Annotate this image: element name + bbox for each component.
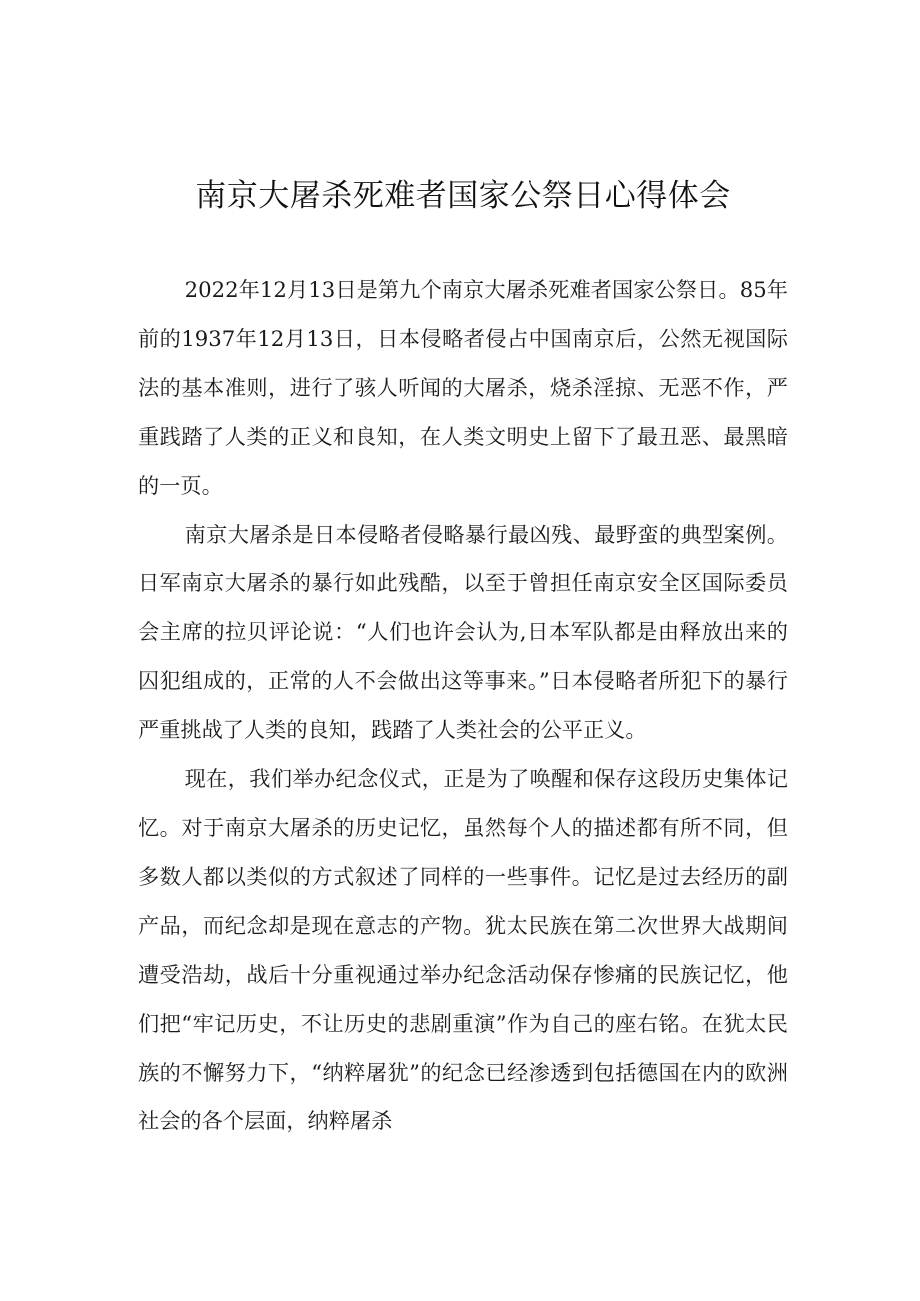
paragraph-2: 南京大屠杀是日本侵略者侵略暴行最凶残、最野蛮的典型案例。日军南京大屠杀的暴行如此残酷，以至于曾担任南京安全区国际委员会主席的拉贝评论说：“人们也许会认为,日本军队都是由释放出来的囚犯组成的，正常的人不会做出这等事来。”日本侵略者所犯下的暴行严重挑战了人类的良知，践踏了人类社会的公平正义。 bbox=[138, 521, 788, 743]
document-body bbox=[138, 266, 788, 1146]
paragraph-3: 现在，我们举办纪念仪式，正是为了唤醒和保存这段历史集体记忆。对于南京大屠杀的历史记忆，虽然每个人的描述都有所不同，但多数人都以类似的方式叙述了同样的一些事件。记忆是过去经历的副产品，而纪念却是现在意志的产物。犹太民族在第二次世界大战期间遭受浩劫，战后十分重视通过举办纪念活动保存惨痛的民族记忆，他们把“牢记历史，不让历史的悲剧重演”作为自己的座右铭。在犹太民族的不懈努力下，“纳粹屠犹”的纪念已经渗透到包括德国在内的欧洲社会的各个层面，纳粹屠杀 bbox=[138, 766, 788, 1134]
document-title: 南京大屠杀死难者国家公祭日心得体会 bbox=[195, 178, 731, 214]
paragraph-1: 2022年12月13日是第九个南京大屠杀死难者国家公祭日。85年前的1937年12月13日，日本侵略者侵占中国南京后，公然无视国际法的基本准则，进行了骇人听闻的大屠杀，烧杀淫掠、无恶不作，严重践踏了人类的正义和良知，在人类文明史上留下了最丑恶、最黑暗的一页。 bbox=[138, 277, 788, 498]
